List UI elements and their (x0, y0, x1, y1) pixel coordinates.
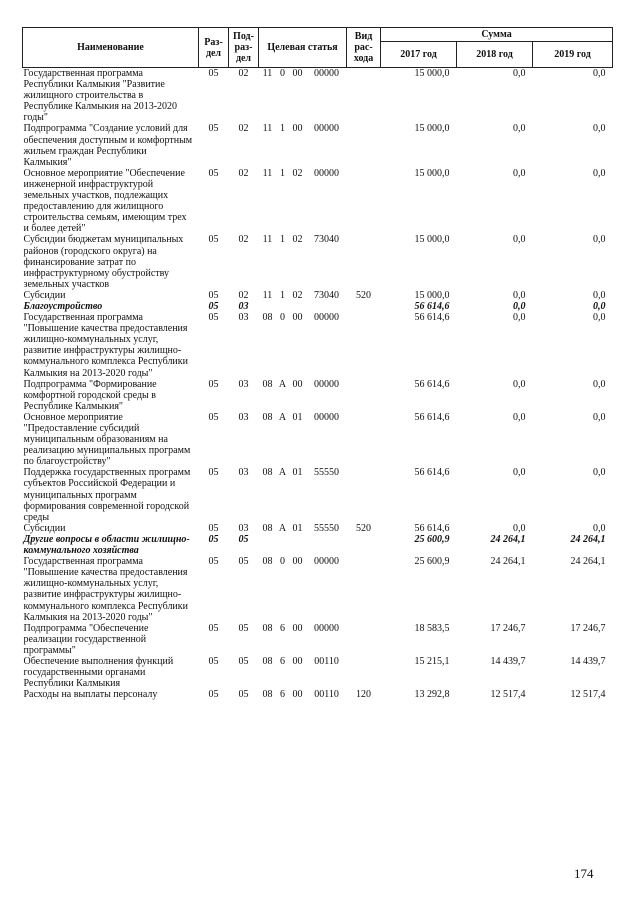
table-row (23, 623, 613, 656)
table-row (23, 412, 613, 467)
row-sum-2019: 14 439,7 (570, 655, 606, 667)
row-sum-2019: 24 264,1 (570, 533, 606, 545)
row-target-event (289, 534, 307, 556)
row-sum-2017: 56 614,6 (414, 467, 450, 479)
table-row (23, 656, 613, 689)
row-vid-raskhoda (347, 68, 381, 124)
row-target-direction: 00000 (314, 123, 340, 135)
page-number: 174 (574, 866, 594, 881)
row-target-subprogram: 1 (280, 123, 285, 135)
row-sum-2018: 0,0 (513, 123, 526, 135)
row-sum-2017: 56 614,6 (414, 378, 450, 390)
row-name: Субсидии бюджетам муниципальных районов (городского округа) на финансирование затрат по инфраструктурному обустройству земельных участков (23, 234, 184, 290)
row-target-direction: 00110 (314, 655, 339, 667)
table-row (23, 534, 613, 556)
row-target-program: 08 (262, 655, 273, 667)
row-target-direction: 00000 (314, 312, 340, 324)
row-target-event (289, 301, 307, 312)
row-name: Благоустройство (23, 300, 103, 312)
row-razdel: 05 (208, 167, 219, 179)
row-vid-raskhoda (347, 467, 381, 522)
row-target-event: 01 (292, 467, 303, 479)
row-name: Поддержка государственных программ субъектов Российской Федерации и муниципальных программ формирования современной городской среды (23, 467, 191, 523)
row-vid-raskhoda (347, 234, 381, 289)
row-podrazdel: 03 (238, 411, 249, 423)
row-target-program: 11 (262, 167, 273, 179)
row-vid-raskhoda (347, 534, 381, 556)
row-sum-2017: 25 600,9 (414, 533, 450, 545)
row-target-subprogram (277, 301, 289, 312)
row-vid-raskhoda (347, 412, 381, 467)
row-target-subprogram: 0 (280, 68, 285, 79)
table-row (23, 467, 613, 522)
row-razdel: 05 (208, 467, 219, 479)
row-target-subprogram: 6 (280, 689, 285, 701)
row-sum-2017: 15 000,0 (414, 68, 450, 79)
row-target-direction (307, 534, 347, 556)
row-target-event: 01 (292, 522, 303, 534)
row-podrazdel: 03 (238, 300, 249, 312)
row-target-subprogram: 6 (280, 655, 285, 667)
row-target-subprogram (277, 534, 289, 556)
row-name: Государственная программа "Повышение качества предоставления жилищно-коммунальных услуг, развитие инфраструктуры жилищно-коммунального комплекса Республики Калмыкия на 2013-2020 годы" (23, 312, 188, 379)
row-sum-2018: 0,0 (513, 411, 526, 423)
row-razdel: 05 (208, 289, 219, 301)
budget-table (22, 27, 613, 700)
row-sum-2019: 0,0 (593, 378, 606, 390)
budget-table-document (22, 27, 612, 700)
row-target-program: 08 (262, 522, 273, 534)
row-sum-2017: 56 614,6 (414, 300, 450, 312)
row-sum-2018: 24 264,1 (490, 533, 526, 545)
header-year-2019: 2019 год (533, 42, 613, 68)
row-target-subprogram: А (278, 522, 287, 534)
row-podrazdel: 05 (238, 556, 249, 568)
row-target-subprogram: А (278, 467, 287, 479)
header-vid-raskhoda: Вид рас- хода (347, 28, 381, 68)
row-target-program: 11 (262, 123, 273, 135)
row-sum-2017: 15 000,0 (414, 289, 450, 301)
row-sum-2018: 17 246,7 (490, 622, 526, 634)
row-sum-2017: 56 614,6 (414, 522, 450, 534)
row-vid-raskhoda (347, 123, 381, 167)
row-target-program: 08 (262, 378, 273, 390)
row-sum-2018: 0,0 (513, 467, 526, 479)
row-target-event: 00 (292, 378, 303, 390)
row-target-event: 00 (292, 556, 303, 568)
row-target-event: 00 (292, 655, 303, 667)
row-target-direction: 00000 (314, 68, 340, 79)
row-sum-2018: 24 264,1 (490, 556, 526, 568)
row-sum-2017: 15 000,0 (414, 123, 450, 135)
row-sum-2019: 0,0 (593, 289, 606, 301)
row-name: Подпрограмма "Обеспечение реализации государственной программы" (23, 622, 149, 656)
row-podrazdel: 05 (238, 533, 249, 545)
row-podrazdel: 02 (238, 123, 249, 135)
row-razdel: 05 (208, 689, 219, 701)
row-target-direction: 55550 (314, 467, 340, 479)
row-target-event: 02 (292, 234, 303, 246)
row-podrazdel: 05 (238, 689, 249, 701)
row-sum-2018: 0,0 (513, 167, 526, 179)
row-target-direction: 00000 (314, 411, 340, 423)
table-row (23, 290, 613, 301)
row-target-subprogram: А (278, 378, 287, 390)
row-podrazdel: 03 (238, 378, 249, 390)
table-row (23, 234, 613, 289)
row-target-subprogram: 1 (280, 234, 285, 246)
row-name: Субсидии (23, 522, 66, 534)
table-row (23, 556, 613, 623)
row-vid-raskhoda (347, 623, 381, 656)
row-name: Расходы на выплаты персоналу (23, 689, 158, 701)
row-sum-2018: 0,0 (513, 378, 526, 390)
table-row (23, 689, 613, 700)
row-vid-raskhoda (347, 312, 381, 379)
row-sum-2019: 0,0 (593, 312, 606, 324)
row-sum-2019: 0,0 (593, 167, 606, 179)
row-sum-2019: 24 264,1 (570, 556, 606, 568)
row-target-subprogram: 1 (280, 289, 285, 301)
row-target-program: 08 (262, 312, 273, 324)
row-target-subprogram: А (278, 411, 287, 423)
row-target-direction: 00000 (314, 167, 340, 179)
row-razdel: 05 (208, 533, 219, 545)
row-podrazdel: 05 (238, 622, 249, 634)
row-vid-raskhoda (347, 301, 381, 312)
row-target-event: 00 (292, 68, 303, 79)
row-podrazdel: 03 (238, 522, 249, 534)
table-row (23, 301, 613, 312)
row-target-subprogram: 0 (280, 312, 285, 324)
row-target-program: 08 (262, 622, 273, 634)
header-sum: Сумма (381, 28, 613, 42)
table-header (23, 28, 613, 68)
table-row (23, 379, 613, 412)
row-sum-2018: 0,0 (513, 234, 526, 246)
row-name: Обеспечение выполнения функций государственными органами Республики Калмыкия (23, 655, 174, 690)
row-target-program: 08 (262, 467, 273, 479)
row-name: Подпрограмма "Формирование комфортной городской среды в Республике Калмыкия" (23, 378, 157, 412)
row-vid-raskhoda: 120 (356, 689, 372, 701)
row-sum-2017: 25 600,9 (414, 556, 450, 568)
row-sum-2019: 0,0 (593, 123, 606, 135)
row-sum-2018: 12 517,4 (490, 689, 526, 701)
table-body (23, 68, 613, 701)
row-name: Основное мероприятие "Предоставление субсидий муниципальным образованиям на реализацию муниципальных программ по благоустройству" (23, 411, 191, 468)
header-name: Наименование (23, 28, 199, 68)
row-target-program: 08 (262, 689, 273, 701)
row-target-program (259, 301, 277, 312)
row-target-program: 11 (262, 68, 273, 79)
row-target-direction: 00000 (314, 622, 340, 634)
table-row (23, 312, 613, 379)
row-target-direction (307, 301, 347, 312)
row-razdel: 05 (208, 378, 219, 390)
row-target-direction: 00000 (314, 556, 340, 568)
row-sum-2018: 14 439,7 (490, 655, 526, 667)
row-target-subprogram: 1 (280, 167, 285, 179)
row-target-program (259, 534, 277, 556)
row-target-program: 08 (262, 556, 273, 568)
row-razdel: 05 (208, 123, 219, 135)
row-target-event: 00 (292, 689, 303, 701)
row-sum-2017: 15 215,1 (414, 655, 450, 667)
row-target-event: 01 (292, 411, 303, 423)
header-year-2017: 2017 год (381, 42, 457, 68)
row-target-event: 00 (292, 123, 303, 135)
row-razdel: 05 (208, 411, 219, 423)
row-target-direction: 73040 (314, 289, 340, 301)
row-target-program: 08 (262, 411, 273, 423)
row-razdel: 05 (208, 522, 219, 534)
row-target-program: 11 (262, 234, 273, 246)
row-podrazdel: 05 (238, 655, 249, 667)
row-name: Государственная программа Республики Калмыкия "Развитие жилищного строительства в Республике Калмыкия на 2013-2020 годы" (23, 68, 178, 124)
header-year-2018: 2018 год (457, 42, 533, 68)
row-sum-2018: 0,0 (513, 312, 526, 324)
row-vid-raskhoda: 520 (356, 289, 372, 301)
row-target-subprogram: 0 (280, 556, 285, 568)
row-target-program: 11 (262, 289, 273, 301)
row-sum-2017: 15 000,0 (414, 234, 450, 246)
row-sum-2017: 56 614,6 (414, 312, 450, 324)
header-target-article: Целевая статья (259, 28, 347, 68)
row-sum-2017: 18 583,5 (414, 622, 450, 634)
row-vid-raskhoda (347, 168, 381, 235)
row-sum-2019: 0,0 (593, 234, 606, 246)
row-target-subprogram: 6 (280, 622, 285, 634)
table-row (23, 168, 613, 235)
row-sum-2018: 0,0 (513, 522, 526, 534)
table-row (23, 123, 613, 167)
row-razdel: 05 (208, 68, 219, 79)
row-podrazdel: 02 (238, 68, 249, 79)
row-sum-2019: 0,0 (593, 467, 606, 479)
row-sum-2019: 0,0 (593, 522, 606, 534)
row-podrazdel: 03 (238, 467, 249, 479)
table-row (23, 523, 613, 534)
row-target-direction: 00110 (314, 689, 339, 701)
row-sum-2017: 15 000,0 (414, 167, 450, 179)
row-vid-raskhoda (347, 656, 381, 689)
row-target-direction: 00000 (314, 378, 340, 390)
row-podrazdel: 02 (238, 167, 249, 179)
row-podrazdel: 02 (238, 234, 249, 246)
row-target-event: 02 (292, 167, 303, 179)
row-sum-2019: 0,0 (593, 300, 606, 312)
row-name: Основное мероприятие "Обеспечение инженерной инфраструктурой земельных участков, подлежащих предоставлению для жилищного строительства семьям, имеющим трех и более детей" (23, 167, 187, 235)
row-podrazdel: 02 (238, 289, 249, 301)
row-target-direction: 55550 (314, 522, 340, 534)
row-target-direction: 73040 (314, 234, 340, 246)
row-razdel: 05 (208, 622, 219, 634)
row-target-event: 00 (292, 622, 303, 634)
row-name: Другие вопросы в области жилищно-коммунального хозяйства (23, 533, 190, 557)
row-vid-raskhoda: 520 (356, 522, 372, 534)
row-sum-2019: 0,0 (593, 411, 606, 423)
row-target-event: 02 (292, 289, 303, 301)
row-razdel: 05 (208, 556, 219, 568)
row-name: Подпрограмма "Создание условий для обеспечения доступным и комфортным жильем граждан Республики Калмыкия" (23, 123, 193, 168)
row-razdel: 05 (208, 312, 219, 324)
row-name: Субсидии (23, 289, 66, 301)
row-sum-2019: 12 517,4 (570, 689, 606, 701)
row-razdel: 05 (208, 234, 219, 246)
header-razdel: Раз- дел (199, 28, 229, 68)
row-sum-2018: 0,0 (513, 300, 526, 312)
header-podrazdel: Под- раз- дел (229, 28, 259, 68)
row-razdel: 05 (208, 655, 219, 667)
row-razdel: 05 (208, 300, 219, 312)
table-row (23, 68, 613, 124)
row-target-event: 00 (292, 312, 303, 324)
row-sum-2018: 0,0 (513, 289, 526, 301)
row-sum-2018: 0,0 (513, 68, 526, 79)
row-name: Государственная программа "Повышение качества предоставления жилищно-коммунальных услуг, развитие инфраструктуры жилищно-коммунального комплекса Республики Калмыкия на 2013-2020 годы" (23, 556, 188, 623)
row-vid-raskhoda (347, 556, 381, 623)
row-sum-2017: 56 614,6 (414, 411, 450, 423)
row-sum-2019: 17 246,7 (570, 622, 606, 634)
row-sum-2017: 13 292,8 (414, 689, 450, 701)
row-podrazdel: 03 (238, 312, 249, 324)
row-vid-raskhoda (347, 379, 381, 412)
row-sum-2019: 0,0 (593, 68, 606, 79)
